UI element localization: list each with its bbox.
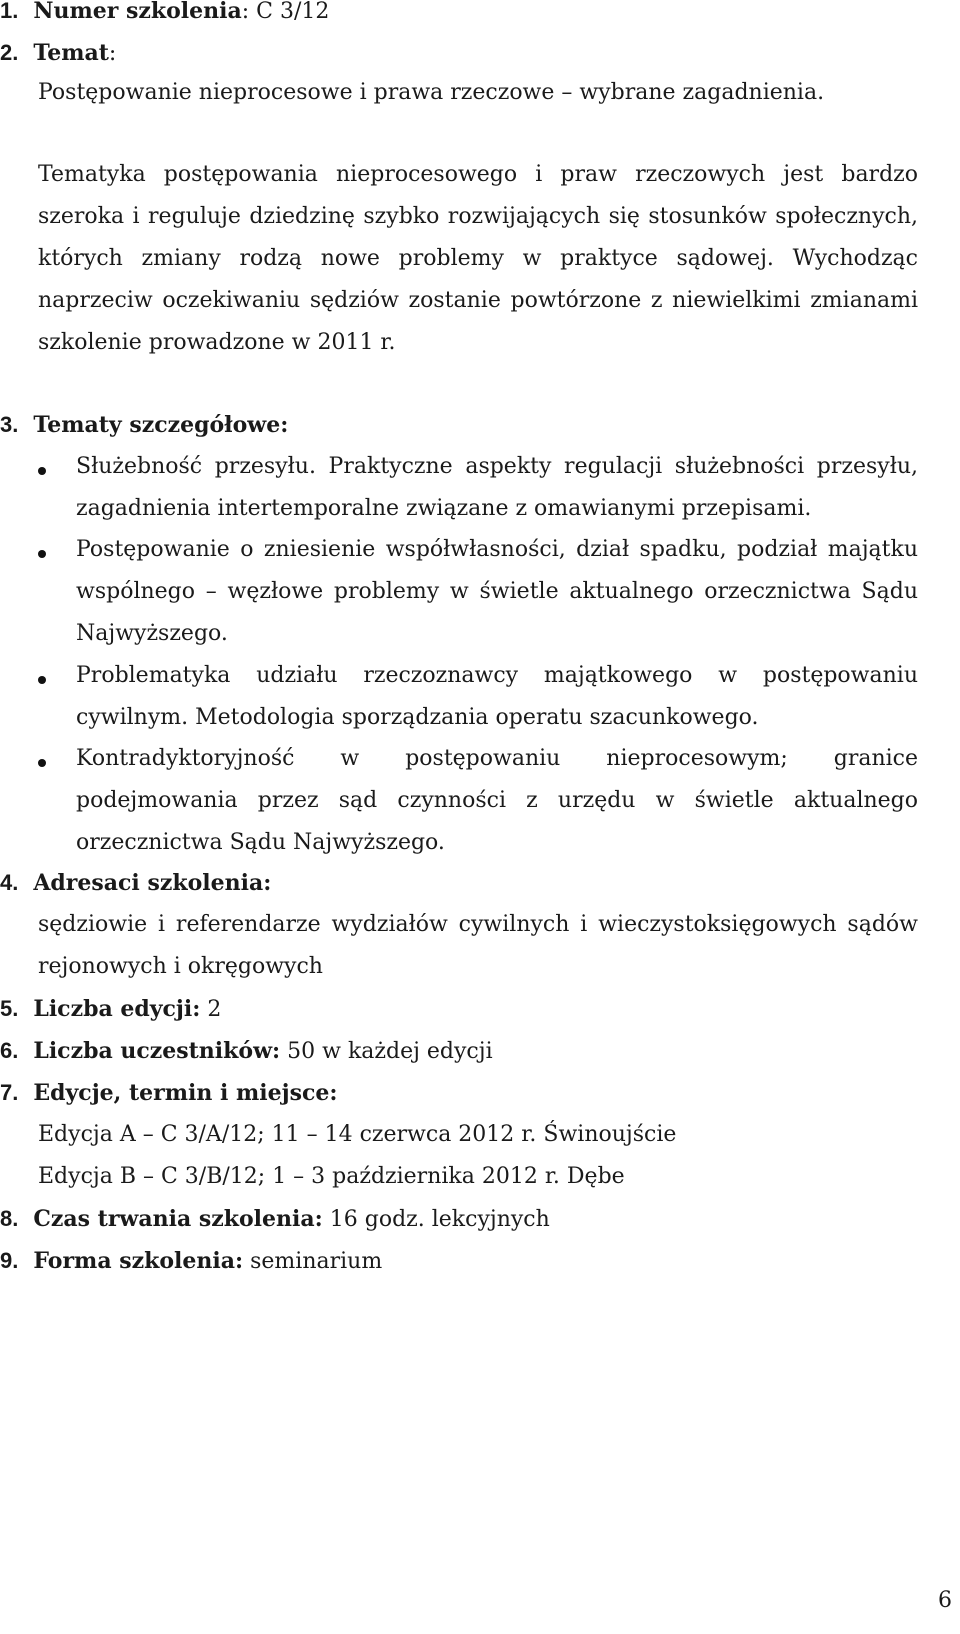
section-9-line [0,1246,382,1277]
training-topic: Postępowanie nieprocesowe i prawa rzeczowe – wybrane zagadnienia. [38,80,825,105]
section-number: 8. [0,1206,19,1231]
section-8-line [0,1204,550,1235]
topic-line: Problematyka udziału rzeczoznawcy majątkowego w postępowaniu [76,663,918,688]
edition-line: Edycja A – C 3/A/12; 11 – 14 czerwca 2012 r. Świnoujście [38,1122,677,1147]
section-number: 1. [0,0,19,23]
topic-line: Kontradyktoryjność w postępowaniu nieprocesowym; granice [76,746,918,771]
section-2-line [0,38,116,69]
intro-line: naprzeciw oczekiwaniu sędziów zostanie powtórzone z niewielkimi zmianami [38,288,918,313]
intro-line: szeroka i reguluje dziedzinę szybko rozwijających się stosunków społecznych, [38,204,918,229]
topic-line: cywilnym. Metodologia sporządzania operatu szacunkowego. [76,705,759,730]
section-number: 6. [0,1038,19,1063]
section-separator: : [108,41,117,66]
section-number: 7. [0,1080,19,1105]
bullet-icon [38,467,46,475]
section-value: 2 [200,997,222,1022]
section-label: Forma szkolenia: [33,1248,244,1274]
page-number: 6 [938,1588,952,1613]
section-3-line [0,410,288,441]
section-5-line [0,994,221,1025]
section-value: 50 w każdej edycji [280,1039,493,1064]
intro-line: których zmiany rodzą nowe problemy w praktyce sądowej. Wychodząc [38,246,918,271]
audience-line: rejonowych i okręgowych [38,954,323,979]
section-label: Adresaci szkolenia: [33,870,272,896]
section-label: Temat [33,40,109,66]
section-1-line [0,0,329,27]
section-4-line [0,868,271,899]
section-label: Numer szkolenia [33,0,242,24]
section-value: 16 godz. lekcyjnych [322,1207,550,1232]
section-6-line [0,1036,493,1067]
section-number: 2. [0,40,19,65]
section-label: Tematy szczegółowe: [33,412,289,438]
topic-line: podejmowania przez sąd czynności z urzędu w świetle aktualnego [76,788,918,813]
topic-line: orzecznictwa Sądu Najwyższego. [76,830,445,855]
section-value: C 3/12 [249,0,330,24]
section-number: 4. [0,870,19,895]
intro-line: Tematyka postępowania nieprocesowego i praw rzeczowych jest bardzo [38,162,918,187]
bullet-icon [38,676,46,684]
section-separator: : [241,0,250,24]
section-label: Czas trwania szkolenia: [33,1206,323,1232]
section-label: Edycje, termin i miejsce: [33,1080,338,1106]
topic-line: Najwyższego. [76,621,228,646]
section-number: 9. [0,1248,19,1273]
bullet-icon [38,759,46,767]
section-label: Liczba uczestników: [33,1038,281,1064]
topic-line: Służebność przesyłu. Praktyczne aspekty regulacji służebności przesyłu, [76,454,918,479]
section-number: 5. [0,996,19,1021]
edition-line: Edycja B – C 3/B/12; 1 – 3 października 2012 r. Dębe [38,1164,625,1189]
audience-line: sędziowie i referendarze wydziałów cywilnych i wieczystoksięgowych sądów [38,912,918,937]
section-7-line [0,1078,338,1109]
section-number: 3. [0,412,19,437]
bullet-icon [38,550,46,558]
section-value: seminarium [243,1249,383,1274]
topic-line: zagadnienia intertemporalne związane z omawianymi przepisami. [76,496,812,521]
section-label: Liczba edycji: [33,996,201,1022]
topic-line: Postępowanie o zniesienie współwłasności, dział spadku, podział majątku [76,537,918,562]
topic-line: wspólnego – węzłowe problemy w świetle aktualnego orzecznictwa Sądu [76,579,918,604]
intro-line: szkolenie prowadzone w 2011 r. [38,330,396,355]
